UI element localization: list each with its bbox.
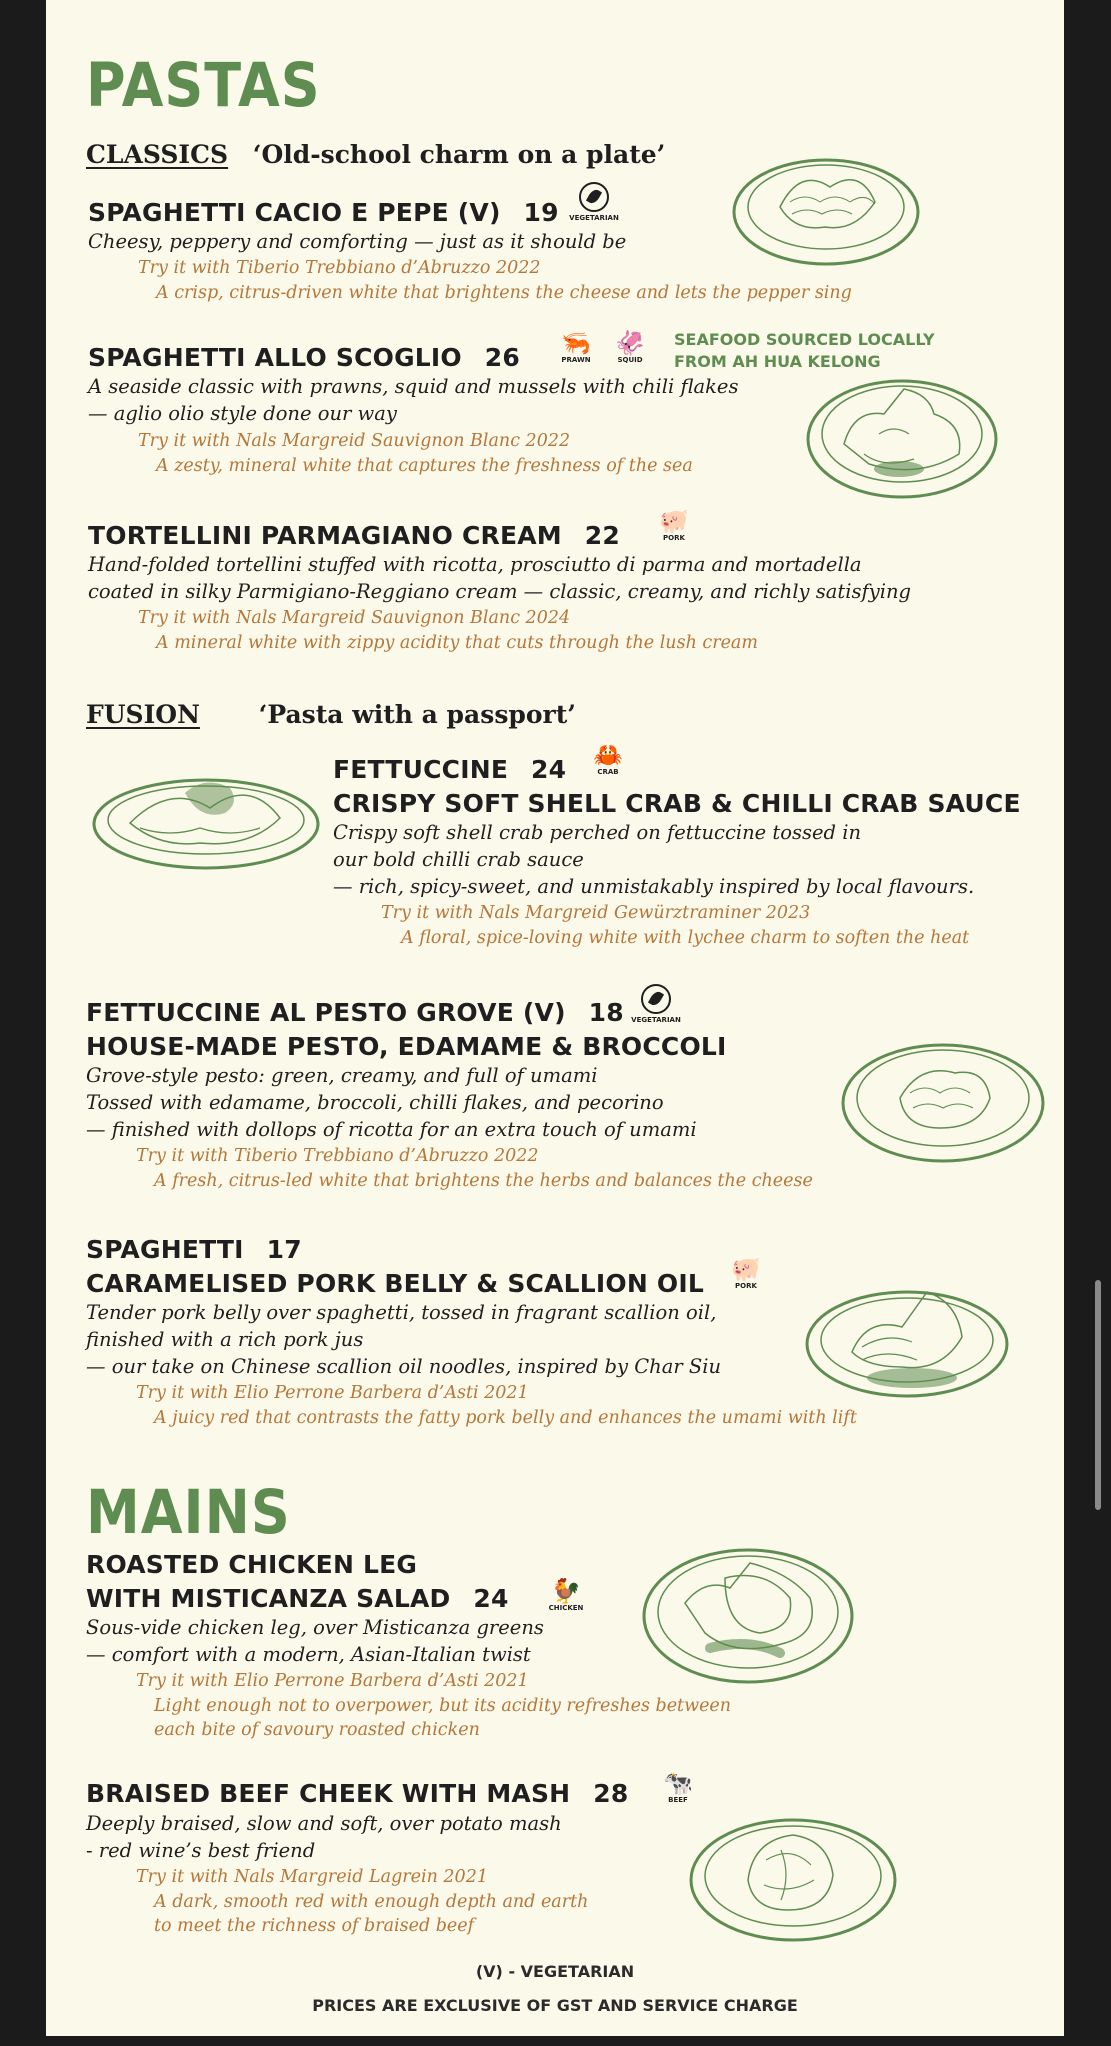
wine-note-pork-belly: A juicy red that contrasts the fatty pork belly and enhances the umami with lift (154, 1408, 857, 1428)
wine-note-tortellini: A mineral white with zippy acidity that cuts through the lush cream (156, 633, 758, 653)
dish-desc-pesto-1: Grove-style pesto: green, creamy, and full of umami (86, 1064, 598, 1087)
crab-badge: 🦀 CRAB (590, 742, 626, 776)
leaf-icon (579, 182, 609, 212)
dish-desc-crab-2: our bold chilli crab sauce (333, 848, 584, 871)
dish-subtitle-crab: CRISPY SOFT SHELL CRAB & CHILLI CRAB SAUCE (333, 789, 1021, 818)
crab-icon: 🦀 (593, 741, 623, 769)
dish-name: FETTUCCINE AL PESTO GROVE (V) (86, 998, 566, 1027)
seafood-source-note: SEAFOOD SOURCED LOCALLY FROM AH HUA KELONG (674, 330, 935, 371)
beef-badge: 🐄 BEEF (658, 1770, 698, 1804)
fusion-tagline: ‘Pasta with a passport’ (258, 700, 576, 729)
prawn-badge: 🦐 PRAWN (554, 330, 598, 364)
menu-page (46, 0, 1064, 2036)
dish-name: SPAGHETTI CACIO E PEPE (V) (88, 198, 501, 227)
dish-price: 24 (473, 1584, 509, 1613)
dish-desc-scoglio-1: A seaside classic with prawns, squid and mussels with chili flakes (88, 375, 739, 398)
plate-illustration-cacio (730, 152, 922, 267)
dish-name: TORTELLINI PARMAGIANO CREAM (88, 521, 562, 550)
pig-icon: 🐖 (659, 507, 689, 535)
wine-note-scoglio: A zesty, mineral white that captures the freshness of the sea (156, 456, 693, 476)
dish-desc-chicken-1: Sous-vide chicken leg, over Misticanza greens (86, 1616, 544, 1639)
pig-icon: 🐖 (731, 1255, 761, 1283)
plate-illustration-beef (686, 1810, 900, 1946)
dish-desc-pork-belly-2: finished with a rich pork jus (86, 1328, 364, 1351)
wine-pairing-cacio: Try it with Tiberio Trebbiano d’Abruzzo 2022 (138, 258, 541, 278)
dish-desc-tortellini-2: coated in silky Parmigiano-Reggiano cream — classic, creamy, and richly satisfying (88, 580, 911, 603)
dish-desc-crab-3: — rich, spicy-sweet, and unmistakably inspired by local flavours. (333, 875, 975, 898)
prices-disclaimer: PRICES ARE EXCLUSIVE OF GST AND SERVICE CHARGE (312, 1996, 798, 2015)
classics-heading (86, 140, 665, 169)
wine-note-chicken-1: Light enough not to overpower, but its acidity refreshes between (154, 1696, 732, 1716)
dish-price: 26 (484, 343, 520, 372)
chicken-icon: 🐓 (551, 1577, 581, 1605)
dish-title-beef (86, 1779, 628, 1808)
plate-illustration-pesto (838, 1038, 1048, 1168)
fusion-heading (86, 700, 576, 729)
dish-name: BRAISED BEEF CHEEK WITH MASH (86, 1779, 571, 1808)
plate-illustration-chicken (640, 1538, 856, 1688)
wine-pairing-beef: Try it with Nals Margreid Lagrein 2021 (136, 1867, 488, 1887)
dish-subtitle-pork-belly: CARAMELISED PORK BELLY & SCALLION OIL (86, 1269, 704, 1298)
dish-desc-pesto-3: — finished with dollops of ricotta for an extra touch of umami (86, 1118, 697, 1141)
dish-title-pork-belly (86, 1235, 302, 1264)
wine-pairing-chicken: Try it with Elio Perrone Barbera d’Asti 2021 (136, 1671, 529, 1691)
dish-title-pesto (86, 998, 624, 1027)
dish-price: 24 (531, 755, 567, 784)
dish-desc-pork-belly-1: Tender pork belly over spaghetti, tossed in fragrant scallion oil, (86, 1301, 717, 1324)
dish-desc-tortellini-1: Hand-folded tortellini stuffed with ricotta, prosciutto di parma and mortadella (88, 553, 862, 576)
chicken-badge: 🐓 CHICKEN (544, 1578, 588, 1612)
classics-tagline: ‘Old-school charm on a plate’ (252, 140, 666, 169)
pork-badge: 🐖 PORK (654, 508, 694, 542)
squid-icon: 🦑 (615, 329, 645, 357)
dish-title-crab (333, 755, 566, 784)
dish-price: 18 (588, 998, 624, 1027)
dish-title-cacio (88, 198, 559, 227)
section-title-pastas: PASTAS (86, 50, 321, 121)
dish-desc-pork-belly-3: — our take on Chinese scallion oil noodles, inspired by Char Siu (86, 1355, 722, 1378)
section-title-mains: MAINS (86, 1477, 291, 1548)
wine-pairing-scoglio: Try it with Nals Margreid Sauvignon Blanc 2022 (138, 431, 571, 451)
prawn-icon: 🦐 (561, 329, 591, 357)
plate-illustration-scoglio (804, 374, 1000, 504)
dish-desc-beef-1: Deeply braised, slow and soft, over potato mash (86, 1812, 562, 1835)
wine-note-cacio: A crisp, citrus-driven white that brightens the cheese and lets the pepper sing (156, 283, 852, 303)
wine-note-beef-2: to meet the richness of braised beef (154, 1916, 475, 1936)
dish-desc-chicken-2: — comfort with a modern, Asian-Italian twist (86, 1643, 531, 1666)
vegetarian-legend: (V) - VEGETARIAN (475, 1962, 635, 1981)
leaf-icon (641, 984, 671, 1014)
vegetarian-badge: VEGETARIAN (630, 984, 682, 1024)
scrollbar-thumb[interactable] (1095, 1280, 1101, 1510)
plate-illustration-crab (90, 768, 322, 874)
dish-subtitle-chicken: WITH MISTICANZA SALAD 24 (86, 1584, 509, 1613)
cow-icon: 🐄 (663, 1769, 693, 1797)
dish-desc-pesto-2: Tossed with edamame, broccoli, chilli flakes, and pecorino (86, 1091, 664, 1114)
dish-desc-beef-2: - red wine’s best friend (86, 1839, 316, 1862)
dish-name: SPAGHETTI (86, 1235, 244, 1264)
wine-note-chicken-2: each bite of savoury roasted chicken (154, 1720, 480, 1740)
wine-pairing-pork-belly: Try it with Elio Perrone Barbera d’Asti 2021 (136, 1383, 529, 1403)
dish-title-chicken: ROASTED CHICKEN LEG (86, 1550, 418, 1579)
wine-note-beef-1: A dark, smooth red with enough depth and earth (154, 1892, 589, 1912)
dish-desc-cacio: Cheesy, peppery and comforting — just as it should be (88, 230, 627, 253)
classics-label: CLASSICS (86, 140, 229, 169)
vegetarian-badge: VEGETARIAN (568, 182, 620, 222)
dish-desc-crab-1: Crispy soft shell crab perched on fettuccine tossed in (333, 821, 862, 844)
fusion-label: FUSION (86, 700, 200, 729)
wine-note-crab: A floral, spice-loving white with lychee charm to soften the heat (401, 928, 970, 948)
dish-desc-scoglio-2: — aglio olio style done our way (88, 402, 397, 425)
dish-price: 17 (266, 1235, 302, 1264)
dish-subtitle-pesto: HOUSE-MADE PESTO, EDAMAME & BROCCOLI (86, 1032, 727, 1061)
dish-name: FETTUCCINE (333, 755, 509, 784)
wine-pairing-tortellini: Try it with Nals Margreid Sauvignon Blanc 2024 (138, 608, 571, 628)
wine-note-pesto: A fresh, citrus-led white that brightens the herbs and balances the cheese (154, 1171, 813, 1191)
viewer-side-bar (1064, 0, 1111, 2046)
dish-title-scoglio (88, 343, 520, 372)
plate-illustration-pork-belly (802, 1282, 1012, 1402)
dish-title-tortellini (88, 521, 620, 550)
dish-price: 19 (523, 198, 559, 227)
wine-pairing-pesto: Try it with Tiberio Trebbiano d’Abruzzo 2022 (136, 1146, 539, 1166)
dish-price: 28 (593, 1779, 629, 1808)
dish-name: SPAGHETTI ALLO SCOGLIO (88, 343, 462, 372)
wine-pairing-crab: Try it with Nals Margreid Gewürztraminer 2023 (381, 903, 811, 923)
squid-badge: 🦑 SQUID (608, 330, 652, 364)
pork-badge: 🐖 PORK (726, 1256, 766, 1290)
dish-price: 22 (584, 521, 620, 550)
